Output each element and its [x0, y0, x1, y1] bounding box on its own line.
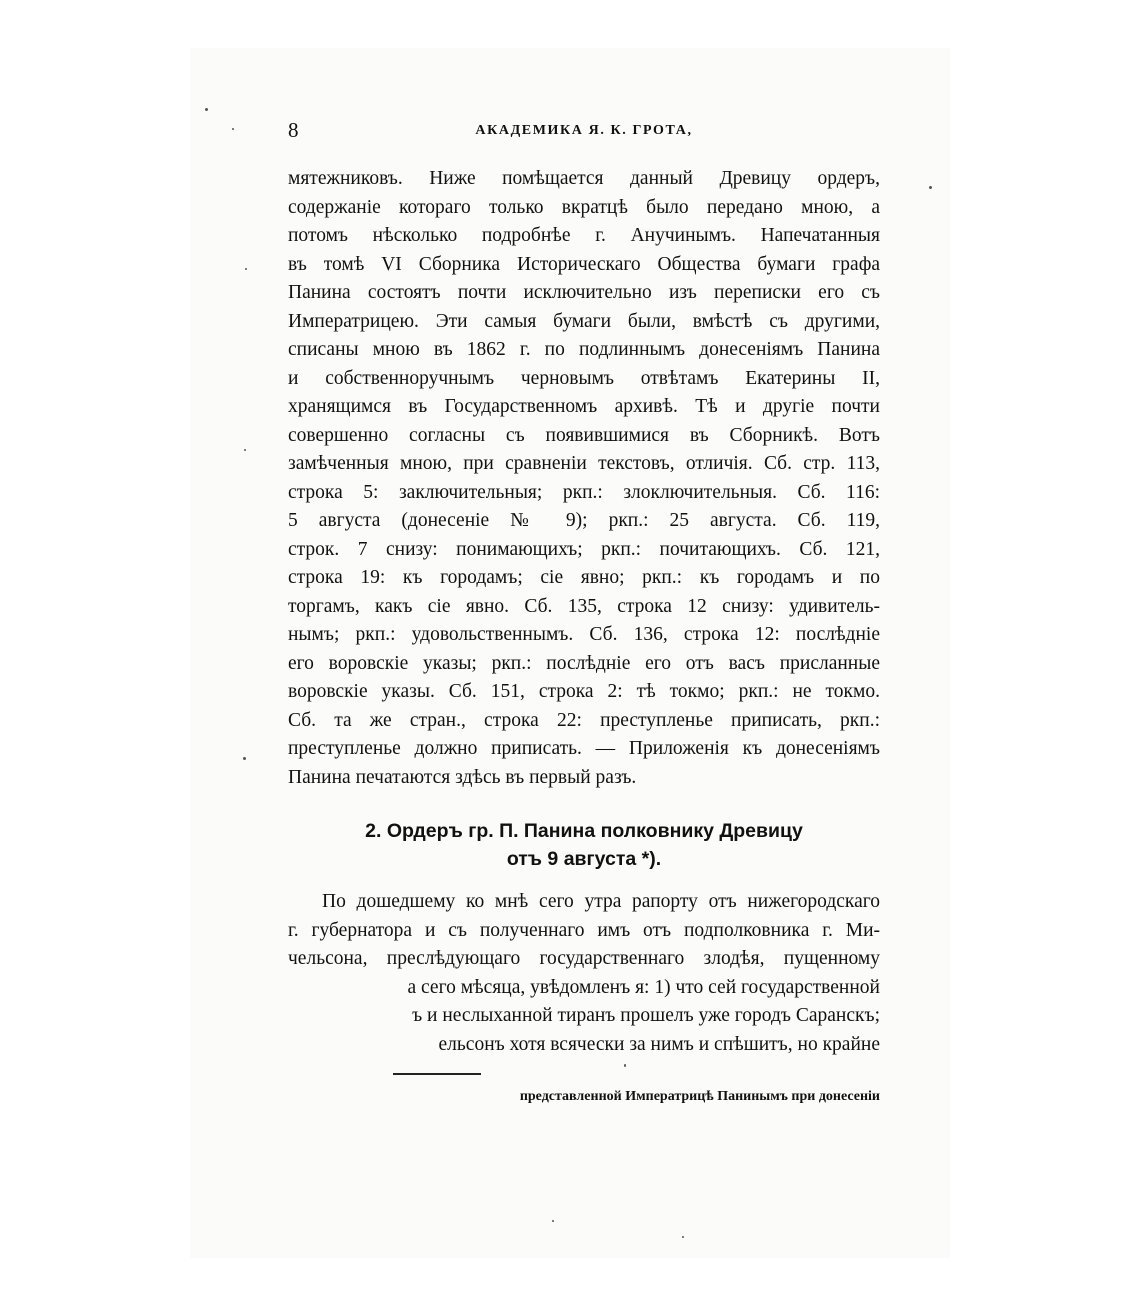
text-line: списаны мною въ 1862 г. по подлиннымъ донесеніямъ Панина [288, 339, 880, 360]
text-line: потомъ нѣсколько подробнѣе г. Анучинымъ. Напечатанныя [288, 225, 880, 246]
text-line: преступленье должно приписать. — Приложенія къ донесеніямъ [288, 738, 880, 759]
text-line: воровскіе указы. Сб. 151, строка 2: тѣ токмо; ркп.: не токмо. [288, 681, 880, 702]
text-line: 5 августа (донесеніе № 9); ркп.: 25 августа. Сб. 119, [288, 510, 880, 531]
scan-speck [929, 186, 932, 189]
text-line: ъ и неслыханной тиранъ прошелъ уже городъ Саранскъ; [412, 1005, 880, 1026]
footnote-rule [393, 1073, 481, 1075]
section-heading-line: отъ 9 августа *). [506, 848, 662, 870]
page-number: 8 [288, 118, 299, 142]
scan-speck [624, 1064, 626, 1067]
scan-speck [244, 449, 246, 451]
text-line: строка 19: къ городамъ; сіе явно; ркп.: къ городамъ и по [288, 567, 880, 588]
scan-speck [205, 108, 208, 111]
text-line: совершенно согласны съ появившимися въ Сборникѣ. Вотъ [288, 424, 880, 446]
text-line: По дошедшему ко мнѣ сего утра рапорту отъ нижегородскаго [322, 891, 880, 912]
scan-speck [232, 128, 234, 130]
running-head: АКАДЕМИКА Я. К. ГРОТА, [475, 123, 693, 138]
text-line: а сего мѣсяца, увѣдомленъ я: 1) что сей государственной [407, 976, 880, 998]
text-line: Императрицею. Эти самыя бумаги были, вмѣстѣ съ другими, [288, 310, 880, 332]
text-line: замѣченныя мною, при сравненіи текстовъ, отличія. Сб. стр. 113, [288, 453, 880, 474]
text-line: его воровскіе указы; ркп.: послѣдніе его отъ васъ присланные [288, 652, 880, 674]
text-line: ельсонъ хотя всячески за нимъ и спѣшитъ, но крайне [438, 1033, 880, 1055]
scan-speck [682, 1236, 684, 1238]
text-line: чельсона, преслѣдующаго государственнаго злодѣя, пущенному [288, 948, 880, 969]
text-line: хранящимся въ Государственномъ архивѣ. Тѣ и другіе почти [288, 396, 880, 417]
text-line: и собственноручнымъ черновымъ отвѣтамъ Екатерины II, [288, 367, 880, 389]
section-heading [288, 817, 880, 873]
text-line: торгамъ, какъ сіе явно. Сб. 135, строка 12 снизу: удивитель- [288, 595, 880, 617]
text-line: Панина состоятъ почти исключительно изъ переписки его съ [288, 282, 880, 303]
text-line: въ томѣ VI Сборника Историческаго Общества бумаги графа [288, 253, 880, 275]
scan-speck [552, 1220, 554, 1222]
text-line: мятежниковъ. Ниже помѣщается данный Древицу ордеръ, [288, 168, 880, 189]
order-text [288, 888, 880, 1059]
page-header [288, 118, 880, 146]
text-line: Сб. та же стран., строка 22: преступленье приписать, ркп.: [288, 709, 880, 731]
text-line: Панина печатаются здѣсь въ первый разъ. [288, 766, 637, 788]
body-text [288, 165, 880, 792]
text-line: строк. 7 снизу: понимающихъ; ркп.: почитающихъ. Сб. 121, [288, 538, 880, 560]
text-line: нымъ; ркп.: удовольственнымъ. Сб. 136, строка 12: послѣдніе [288, 624, 880, 645]
text-line: г. губернатора и съ полученнаго имъ отъ подполковника г. Ми- [288, 919, 880, 941]
section-heading-line: 2. Ордеръ гр. П. Панина полковнику Древицу [365, 820, 803, 842]
scan-speck [245, 268, 247, 270]
text-line: строка 5: заключительныя; ркп.: злоключительныя. Сб. 116: [288, 481, 880, 503]
scan-speck [243, 757, 246, 760]
footnote: представленной Императрицѣ Панинымъ при донесеніи [519, 1089, 880, 1104]
text-line: содержаніе котораго только вкратцѣ было передано мною, а [288, 196, 880, 218]
